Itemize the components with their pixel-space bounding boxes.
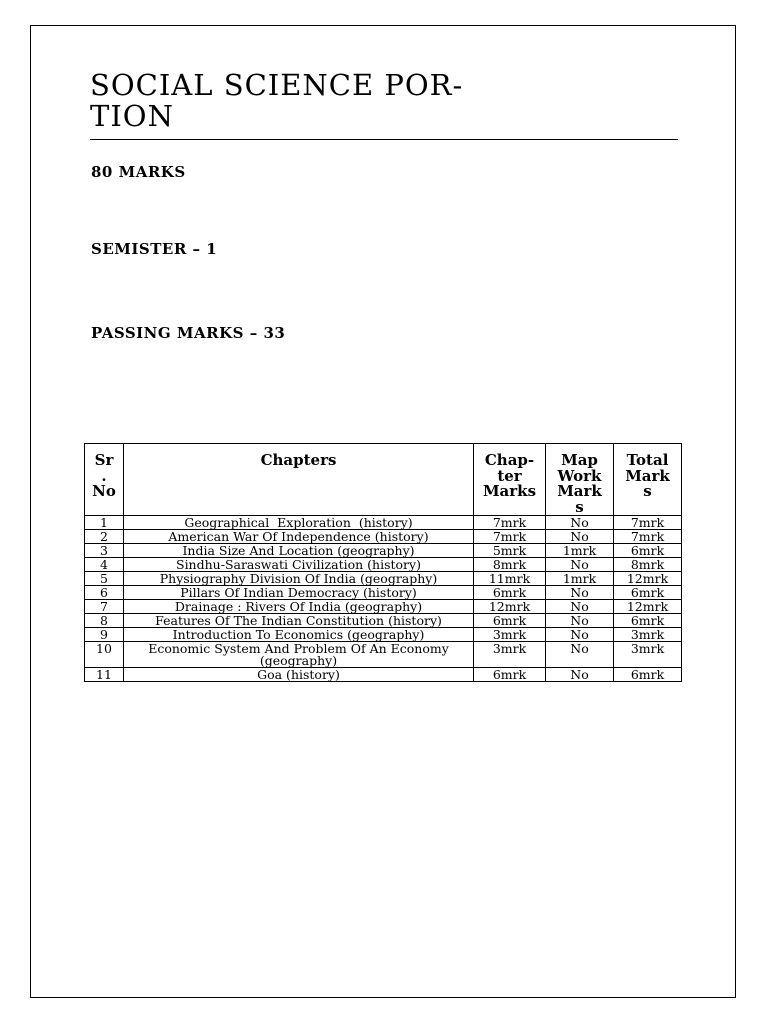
table-row [85, 668, 682, 682]
cell-total-marks: 6mrk [614, 544, 682, 558]
table-row [85, 642, 682, 668]
cell-map-work: No [546, 614, 614, 628]
header-total-marks: Total Mark s [614, 444, 682, 516]
cell-map-work: No [546, 558, 614, 572]
cell-chapter: Features Of The Indian Constitution (history) [124, 614, 474, 628]
cell-map-work: No [546, 600, 614, 614]
cell-chapter-marks: 6mrk [474, 614, 546, 628]
table-row [85, 544, 682, 558]
cell-chapter-marks: 7mrk [474, 530, 546, 544]
cell-chapter: Goa (history) [124, 668, 474, 682]
cell-chapter-marks: 3mrk [474, 642, 546, 668]
cell-srno: 8 [85, 614, 124, 628]
table-row [85, 600, 682, 614]
table-row [85, 614, 682, 628]
cell-chapter-marks: 7mrk [474, 516, 546, 530]
cell-map-work: 1mrk [546, 544, 614, 558]
cell-srno: 7 [85, 600, 124, 614]
cell-chapter-marks: 11mrk [474, 572, 546, 586]
table-row [85, 572, 682, 586]
header-map-work-marks: Map Work Mark s [546, 444, 614, 516]
header-srno: Sr . No [85, 444, 124, 516]
cell-total-marks: 6mrk [614, 668, 682, 682]
cell-total-marks: 8mrk [614, 558, 682, 572]
cell-map-work: No [546, 530, 614, 544]
cell-chapter: Introduction To Economics (geography) [124, 628, 474, 642]
passing-marks-label: PASSING MARKS – 33 [91, 324, 286, 342]
cell-srno: 2 [85, 530, 124, 544]
table-row [85, 530, 682, 544]
cell-srno: 3 [85, 544, 124, 558]
title-underline [90, 139, 678, 140]
cell-chapter: Physiography Division Of India (geography) [124, 572, 474, 586]
cell-map-work: No [546, 516, 614, 530]
cell-chapter-marks: 5mrk [474, 544, 546, 558]
cell-chapter-marks: 8mrk [474, 558, 546, 572]
cell-total-marks: 3mrk [614, 628, 682, 642]
cell-chapter: Geographical Exploration (history) [124, 516, 474, 530]
cell-chapter-marks: 6mrk [474, 668, 546, 682]
cell-map-work: 1mrk [546, 572, 614, 586]
cell-map-work: No [546, 642, 614, 668]
table-row [85, 586, 682, 600]
cell-total-marks: 7mrk [614, 516, 682, 530]
cell-srno: 6 [85, 586, 124, 600]
cell-chapter-marks: 12mrk [474, 600, 546, 614]
cell-srno: 5 [85, 572, 124, 586]
cell-chapter: Sindhu-Saraswati Civilization (history) [124, 558, 474, 572]
document-title: SOCIAL SCIENCE POR- TION [90, 68, 464, 133]
cell-srno: 1 [85, 516, 124, 530]
header-chapter-marks: Chap- ter Marks [474, 444, 546, 516]
cell-srno: 11 [85, 668, 124, 682]
cell-chapter: Pillars Of Indian Democracy (history) [124, 586, 474, 600]
cell-srno: 4 [85, 558, 124, 572]
cell-total-marks: 7mrk [614, 530, 682, 544]
chapters-table [84, 443, 682, 682]
cell-total-marks: 6mrk [614, 586, 682, 600]
cell-chapter-marks: 3mrk [474, 628, 546, 642]
cell-map-work: No [546, 668, 614, 682]
cell-chapter: Economic System And Problem Of An Economy (geography) [124, 642, 474, 668]
cell-srno: 9 [85, 628, 124, 642]
cell-srno: 10 [85, 642, 124, 668]
table-row [85, 558, 682, 572]
cell-chapter: American War Of Independence (history) [124, 530, 474, 544]
cell-total-marks: 12mrk [614, 572, 682, 586]
cell-total-marks: 12mrk [614, 600, 682, 614]
cell-total-marks: 6mrk [614, 614, 682, 628]
cell-chapter: India Size And Location (geography) [124, 544, 474, 558]
table-row [85, 628, 682, 642]
total-marks-label: 80 MARKS [91, 163, 186, 181]
cell-total-marks: 3mrk [614, 642, 682, 668]
cell-chapter-marks: 6mrk [474, 586, 546, 600]
cell-map-work: No [546, 628, 614, 642]
cell-chapter: Drainage : Rivers Of India (geography) [124, 600, 474, 614]
table-header-row [85, 444, 682, 516]
semester-label: SEMISTER – 1 [91, 240, 218, 258]
table-row [85, 516, 682, 530]
cell-map-work: No [546, 586, 614, 600]
header-chapters: Chapters [124, 444, 474, 516]
